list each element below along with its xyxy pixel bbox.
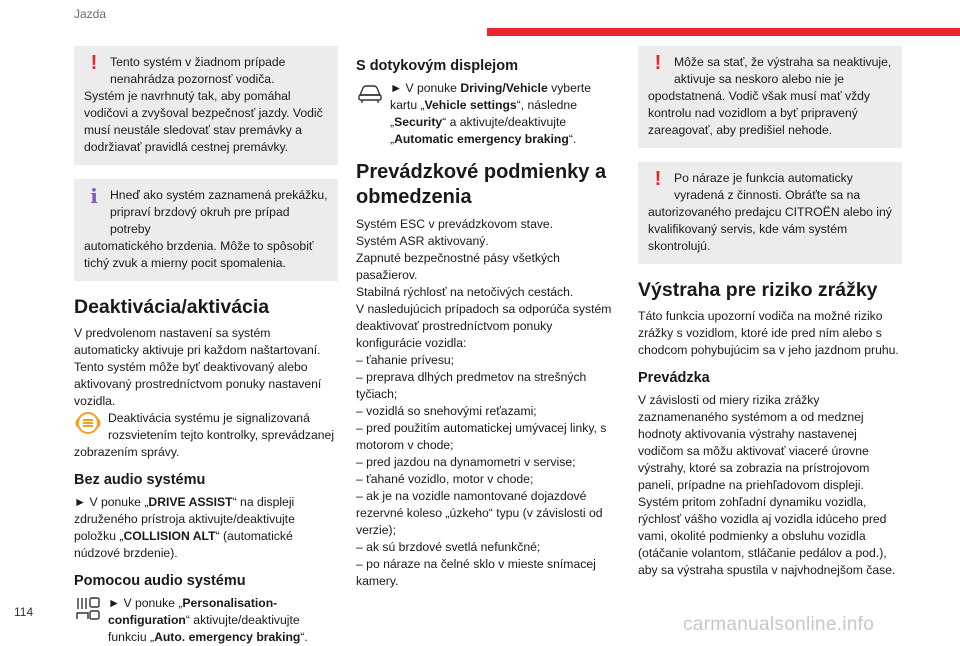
warning-text: opodstatnená. Vodič však musí mať vždy kontrolu nad vozidlom a byť pripravený zareagovať, aby predišiel nehode. [648,89,871,137]
touchscreen-car-icon [356,80,384,106]
conditions-list [356,216,612,590]
column-3 [638,46,902,579]
condition-line: – vozidlá so snehovými reťazami; [356,404,537,418]
warning-text: Systém je navrhnutý tak, aby pomáhal vodičovi a zvyšoval bezpečnosť jazdy. Vodič musí neustále sledovať stav premávky a dodržiavať pravidlá cestnej premávky. [84,89,323,154]
condition-line: Systém ASR aktivovaný. [356,234,489,248]
info-icon: i [90,184,98,208]
car-settings-icon [74,595,102,621]
warning-lead-text: Môže sa stať, že výstraha sa neaktivuje, aktivuje sa neskoro alebo nie je [674,55,892,86]
warning-box [74,46,338,165]
lamp-text: Deaktivácia systému je signalizovaná rozsvietením tejto kontrolky, sprevádzanej [108,411,335,442]
lamp-row [74,410,338,444]
condition-line: – ak sú brzdové svetlá nefunkčné; [356,540,541,554]
condition-line: Systém ESC v prevádzkovom stave. [356,217,554,231]
condition-line: – ťahanie prívesu; [356,353,455,367]
warning-lead-text: Tento systém v žiadnom prípade nenahrádza pozornosť vodiča. [110,55,286,86]
warning-lamp-icon [74,410,102,436]
condition-line: – pred jazdou na dynamometri v servise; [356,455,576,469]
subheading-operation: Prevádzka [638,370,710,386]
paragraph: Tento systém môže byť deaktivovaný alebo aktivovaný prostredníctvom ponuky nastavení vozidla. [74,360,322,408]
condition-line: – po náraze na čelné sklo v mieste snímacej kamery. [356,557,596,588]
warning-text: autorizovaného predajcu CITROËN alebo iný kvalifikovaný servis, kde vám systém skontrolujú. [648,205,892,253]
warning-exclamation-icon: ! [90,52,98,74]
condition-line: – ťahané vozidlo, motor v chode; [356,472,534,486]
instruction-no-audio: ► V ponuke „DRIVE ASSIST“ na displeji združeného prístroja aktivujte/deaktivujte položku „COLLISION ALT“ (automatické núdzové brzdenie). [74,495,295,560]
condition-line: V nasledujúcich prípadoch sa odporúča systém deaktivovať prostredníctvom ponuky konfigurácie vozidla: [356,302,612,350]
warning-exclamation-icon: ! [654,168,662,190]
touchscreen-row [356,80,612,148]
condition-line: Stabilná rýchlosť na netočivých cestách. [356,285,574,299]
warning-box [638,162,902,264]
column-1 [74,46,338,646]
info-lead-text: Hneď ako systém zaznamená prekážku, pripraví brzdový okruh pre prípad potreby [110,188,328,236]
subheading-audio: Pomocou audio systému [74,573,246,589]
column-2 [356,46,612,590]
audio-instruction-row [74,595,338,646]
section-heading-collision: Výstraha pre riziko zrážky [638,279,878,301]
condition-line: – preprava dlhých predmetov na strešných tyčiach; [356,370,587,401]
paragraph: zobrazením správy. [74,445,180,459]
paragraph: V závislosti od miery rizika zrážky zaznamenaného systémom a od medznej hodnoty aktivovania výstrahy nastavenej vodičom sa môžu aktivovať viaceré úrovne výstrahy, ktoré sa zobrazia na prístrojovom paneli, prípadne na priehľadovom displeji. Systém pritom zohľadní dynamiku vozidla, rýchlosť vášho vozidla aj vozidla idúceho pred vami, okolité podmienky a obsluhu vozidla (otáčanie volantom, stláčanie pedálov a pod.), aby sa výstraha spustila v najvhodnejšom čase. [638,393,896,577]
condition-line: – ak je na vozidle namontované dojazdové rezervné koleso „úzkeho“ typu (v závislosti od verzie); [356,489,603,537]
info-box [74,179,338,281]
subheading-touchscreen: S dotykovým displejom [356,58,518,74]
subheading-no-audio: Bez audio systému [74,472,206,488]
warning-box [638,46,902,148]
info-text: automatického brzdenia. Môže to spôsobiť tichý zvuk a mierny pocit spomalenia. [84,239,314,270]
page-number: 114 [14,605,34,619]
condition-line: – pred použitím automatickej umývacej linky, s motorom v chode; [356,421,607,452]
section-heading-deactivation: Deaktivácia/aktivácia [74,296,270,318]
paragraph: V predvolenom nastavení sa systém automaticky aktivuje pri každom naštartovaní. [74,326,321,357]
watermark: carmanualsonline.info [683,614,875,635]
header-title: Jazda [74,7,107,21]
paragraph: Táto funkcia upozorní vodiča na možné riziko zrážky s vozidlom, ktoré ide pred ním alebo s chodcom pohybujúcim sa v jeho jazdnom pruhu. [638,309,899,357]
condition-line: Zapnuté bezpečnostné pásy všetkých pasažierov. [356,251,560,282]
section-heading-conditions: Prevádzkové podmienky a obmedzenia [356,161,607,208]
instruction-audio: ► V ponuke „Personalisation-configuration“ aktivujte/deaktivujte funkciu „Auto. emergency braking“. [108,596,308,644]
warning-exclamation-icon: ! [654,52,662,74]
header-red-bar [487,28,960,36]
warning-lead-text: Po náraze je funkcia automaticky vyradená z činnosti. Obráťte sa na [674,171,861,202]
touchscreen-instruction-lead: ► V ponuke Driving/Vehicle vyberte kartu „Vehicle settings“, následne „Security“ a aktivujte/deaktivujte „Automatic emergency braking“. [390,81,592,146]
